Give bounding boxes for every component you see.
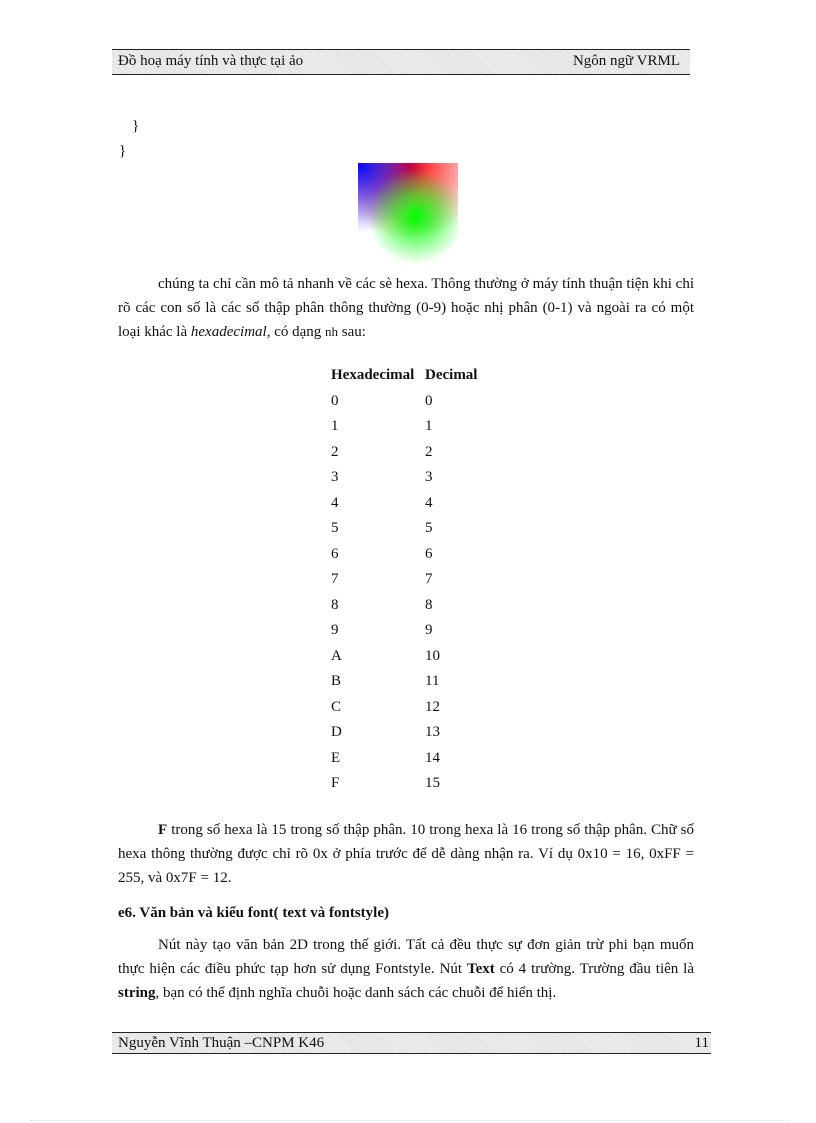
page-bottom-divider [30,1120,790,1121]
header-hexadecimal: Hexadecimal [331,367,415,384]
cell-decimal: 5 [425,520,433,537]
section-heading-e6: e6. Văn bản và kiểu font( text và fontstyle) [118,905,389,921]
cell-decimal: 3 [425,469,433,486]
header-title-right: Ngôn ngữ VRML [572,53,680,69]
table-row [331,746,477,772]
cell-hexadecimal: F [331,775,340,792]
page-header [112,49,690,75]
cell-hexadecimal: D [331,724,342,741]
cell-decimal: 1 [425,418,433,435]
cell-decimal: 10 [425,647,440,664]
table-row [331,465,477,491]
cell-decimal: 0 [425,392,433,409]
intro-text: chúng ta chỉ cần mô tả nhanh về các sè hexa. Thông thường ở máy tính thuận tiện khi chỉ rõ các con số là các số thập phân thông thường (0-9) hoặc nhị phân (0-1) và ngoài ra có một loại khác là [118,276,694,340]
cell-decimal: 15 [425,775,440,792]
paragraph-hexa-explanation [118,818,694,890]
cell-hexadecimal: B [331,673,342,690]
cell-decimal: 2 [425,443,433,460]
cell-hexadecimal: 7 [331,571,339,588]
cell-hexadecimal: A [331,647,342,664]
text-node-part2: có 4 trường. Trường đầu tiên là [494,961,695,977]
footer-page-number: 11 [694,1035,709,1051]
table-body [331,389,477,797]
table-row [331,644,477,670]
cell-hexadecimal: 2 [331,443,339,460]
cell-hexadecimal: 9 [331,622,339,639]
text-node-part3: , bạn có thể định nghĩa chuỗi hoặc danh sách các chuỗi để hiển thị. [155,985,557,1001]
text-node-part1: Nút này tạo văn bản 2D trong thế giới. Tất cả đều thực sự đơn giản trừ phi bạn muốn thực hiện các điều phức tạp hơn sử dụng Fontstyle. Nút [118,937,694,977]
cell-decimal: 7 [425,571,433,588]
table-row [331,389,477,415]
table-row [331,669,477,695]
table-row [331,491,477,517]
cell-decimal: 11 [425,673,440,690]
table-row [331,414,477,440]
cell-hexadecimal: 0 [331,392,339,409]
text-node-bold-text: Text [466,961,495,977]
paragraph-hexa-intro [118,272,694,344]
cell-hexadecimal: C [331,698,342,715]
cell-decimal: 6 [425,545,433,562]
cell-hexadecimal: 4 [331,494,339,511]
cell-hexadecimal: E [331,749,341,766]
intro-text-after: sau: [338,324,366,340]
explanation-text: trong số hexa là 15 trong số thập phân. 10 trong hexa là 16 trong số thập phân. Chữ số hexa thông thường được chỉ rõ 0x ở phía trước để dễ dàng nhận ra. Ví dụ 0x10 = 16, 0xFF = 255, và 0x7F = 12. [118,822,694,886]
cell-hexadecimal: 1 [331,418,339,435]
explanation-bold-f: F [158,822,168,838]
cell-hexadecimal: 8 [331,596,339,613]
table-row [331,440,477,466]
table-row [331,542,477,568]
table-row [331,771,477,797]
header-decimal: Decimal [425,367,478,384]
footer-author: Nguyễn Vĩnh Thuận –CNPM K46 [118,1035,325,1051]
table-row [331,567,477,593]
table-header-row [331,363,477,389]
table-row [331,516,477,542]
color-gradient-svg [358,163,458,263]
intro-small-nh: nh [325,324,339,339]
cell-hexadecimal: 6 [331,545,339,562]
code-closing-brace-outer: } [119,143,127,159]
cell-decimal: 13 [425,724,440,741]
cell-decimal: 14 [425,749,440,766]
table-row [331,695,477,721]
header-title-left: Đồ hoạ máy tính và thực tại ảo [118,53,304,69]
hex-decimal-table [331,363,477,797]
text-node-bold-string: string [118,985,156,1001]
gradient-green [358,163,458,263]
cell-decimal: 12 [425,698,440,715]
paragraph-text-node [118,933,694,1005]
cell-decimal: 8 [425,596,433,613]
table-row [331,720,477,746]
table-row [331,618,477,644]
table-row [331,593,477,619]
intro-text-mid: có dạng [270,324,326,340]
cell-hexadecimal: 5 [331,520,339,537]
cell-decimal: 9 [425,622,433,639]
cell-hexadecimal: 3 [331,469,339,486]
code-closing-brace-inner: } [132,118,140,134]
page-footer [112,1032,711,1054]
color-gradient-image [358,163,458,263]
intro-italic-hexadecimal: hexadecimal, [190,324,271,340]
cell-decimal: 4 [425,494,433,511]
